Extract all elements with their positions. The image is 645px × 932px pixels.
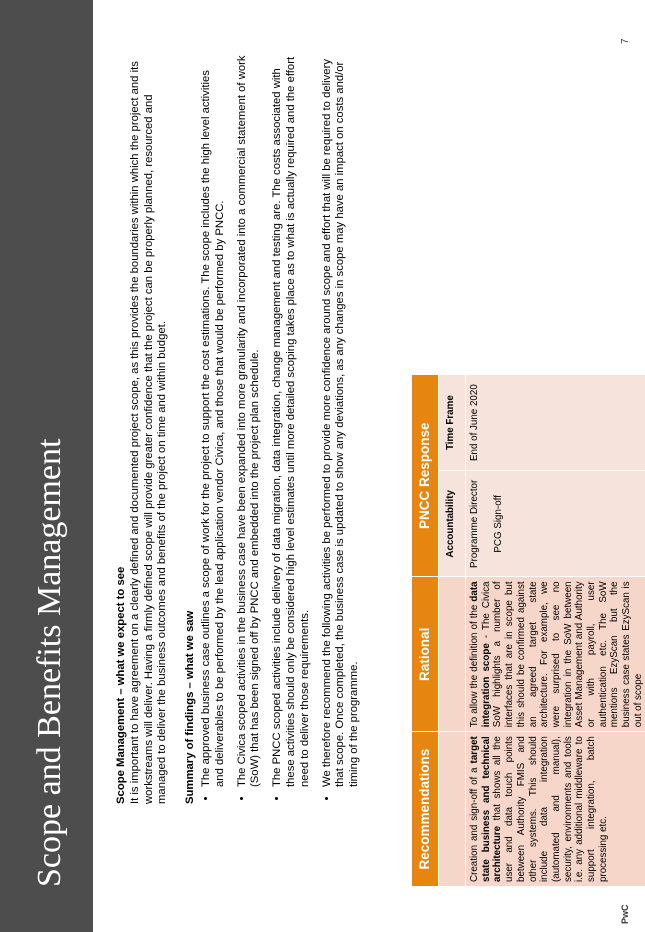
recommendations-table: [411, 374, 645, 887]
page-number: 7: [620, 38, 631, 44]
findings-list: [200, 54, 362, 804]
finding-bullet: • The PNCC scoped activities include delivery of data migration, data integration, change management and testing are. The costs associated with these activities should only be considered high level estimates until more detailed scoping takes place as to what is actually required and the effort need to deliver those requirements.: [271, 54, 312, 787]
rec-text: that shows all the user and data touch points between Authority FMIS and other systems. This should include data integration (automated and manual), security, environments and tools i.e. any additional middleware to support integration, batch processing etc.: [492, 736, 609, 882]
header-rational: Rational: [412, 577, 439, 732]
rational-cell: [466, 577, 645, 732]
title-bar: [0, 0, 93, 932]
sub-blank: [439, 732, 466, 887]
rec-text: Creation and sign-off of a: [469, 763, 480, 882]
rat-bold-text: data integration scope: [469, 581, 492, 728]
accountability-1: Programme Director: [469, 479, 480, 568]
expect-heading: Scope Management – what we expect to see: [115, 566, 127, 804]
finding-bullet: • The Civica scoped activities in the business case have been expanded into more granularity and incorporated into a commercial statement of work (SoW) that has been signed off by PNCC and embedded into the project plan schedule.: [236, 54, 264, 787]
rec-bold-text: target state business and technical architecture: [469, 736, 504, 882]
header-time-frame: Time Frame: [439, 375, 466, 471]
findings-heading: Summary of findings – what we saw: [184, 610, 197, 804]
finding-bullet: • The approved business case outlines a scope of work for the project to support the cost estimations. The scope includes the high level activities and deliverables to be performed by the lead application vendor Civica, and those that would be performed by PNCC.: [200, 54, 228, 787]
sub-blank: [439, 577, 466, 732]
expect-text: It is important to have agreement on a clearly defined and documented project scope, as this provides the boundaries within which the project and its workstreams will deliver. Having a firmly defined scope will provide greater confidence that the project can be properly planned, resourced and managed to deliver the business outcomes and benefits of the project on time and within budget.: [128, 61, 169, 804]
accountability-2: PCG Sign-off: [492, 495, 504, 553]
header-pncc-response: PNCC Response: [412, 375, 439, 577]
footer-brand: PwC: [620, 904, 630, 924]
header-recommendations: Recommendations: [412, 732, 439, 887]
rat-text: To allow the definition of the: [469, 601, 480, 728]
time-frame-cell: End of June 2020: [466, 375, 645, 471]
rat-text: - The Civica SoW highlights a number of interfaces that are in scope but this should be confirmed against an agreed target state architecture. For example, we were surprised to see no integration in the SoW between Asset Management and Authority or with payroll, user authentication etc. The SoW mentions EzyScan but the business case states EzyScan is out of scope: [480, 581, 644, 728]
header-accountability: Accountability: [439, 471, 466, 577]
body-text: [115, 54, 370, 804]
accountability-cell: [466, 471, 645, 577]
page-title: Scope and Benefits Management: [31, 438, 68, 887]
recommendation-cell: [466, 732, 645, 887]
finding-bullet: • We therefore recommend the following activities be performed to provide more confidence around scope and effort that will be required to delivery that scope. Once completed, the business case is updated to show any deviations, as any changes in scope may have an impact on costs and/or timing of the programme.: [321, 54, 362, 787]
